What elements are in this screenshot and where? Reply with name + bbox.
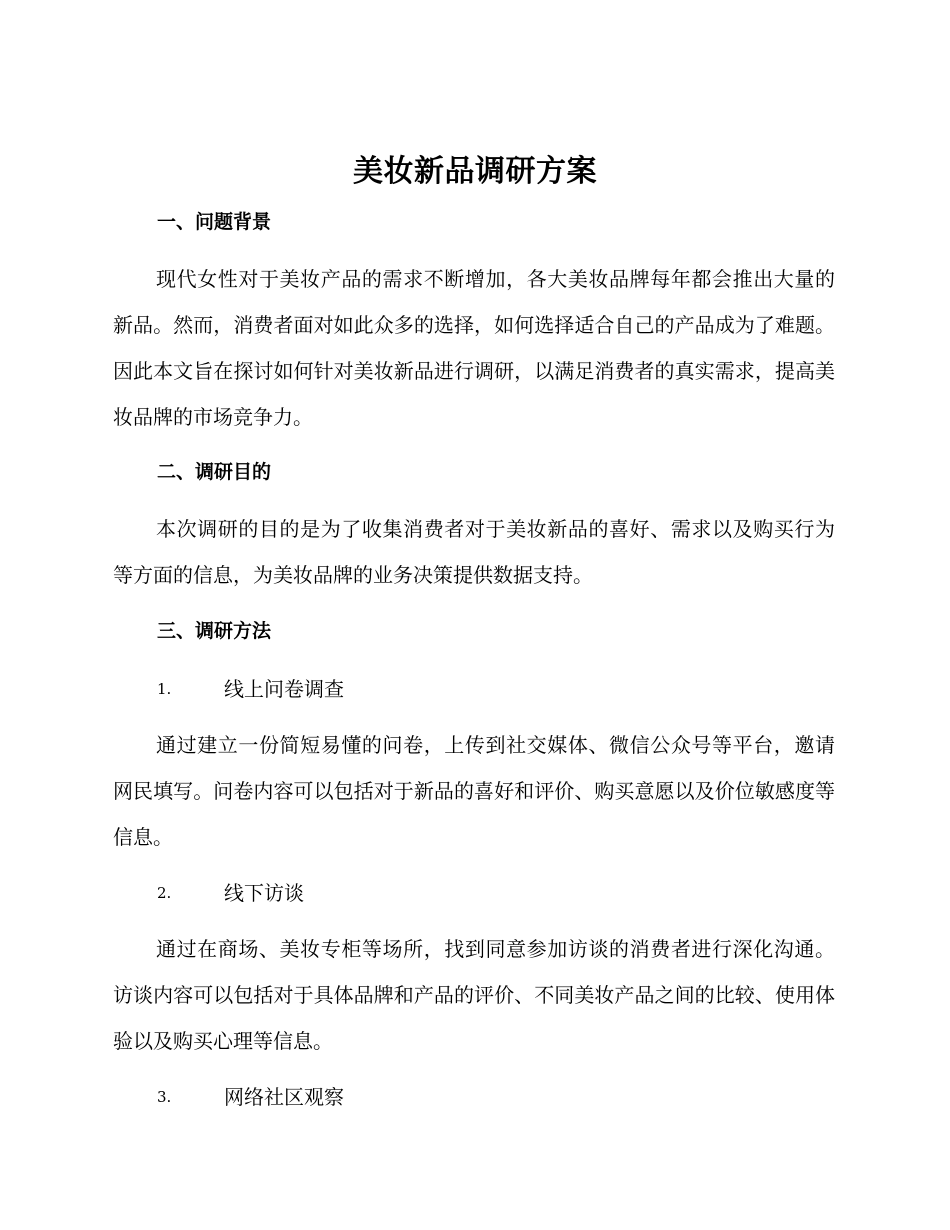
- list-item-number: 2.: [157, 884, 172, 902]
- list-item-label: 网络社区观察: [224, 1085, 344, 1109]
- list-item-number: 3.: [157, 1088, 172, 1106]
- section-heading-background: 一、问题背景: [157, 211, 272, 233]
- list-item-label: 线上问卷调查: [224, 677, 344, 701]
- list-item-paragraph-offline-interview: 通过在商场、美妆专柜等场所，找到同意参加访谈的消费者进行深化沟通。访谈内容可以包括对于具体品牌和产品的评价、不同美妆产品之间的比较、使用体验以及购买心理等信息。: [113, 937, 835, 1053]
- section-heading-purpose: 二、调研目的: [157, 461, 272, 483]
- list-item-label: 线下访谈: [224, 881, 304, 905]
- section-paragraph-background: 现代女性对于美妆产品的需求不断增加，各大美妆品牌每年都会推出大量的新品。然而，消费者面对如此众多的选择，如何选择适合自己的产品成为了难题。因此本文旨在探讨如何针对美妆新品进行调研，以满足消费者的真实需求，提高美妆品牌的市场竞争力。: [113, 267, 835, 429]
- section-heading-methods: 三、调研方法: [157, 620, 272, 642]
- section-paragraph-purpose: 本次调研的目的是为了收集消费者对于美妆新品的喜好、需求以及购买行为等方面的信息，为美妆品牌的业务决策提供数据支持。: [113, 517, 835, 587]
- list-item-paragraph-online-survey: 通过建立一份简短易懂的问卷，上传到社交媒体、微信公众号等平台，邀请网民填写。问卷内容可以包括对于新品的喜好和评价、购买意愿以及价位敏感度等信息。: [113, 733, 835, 849]
- list-item-number: 1.: [157, 680, 172, 698]
- document-title: 美妆新品调研方案: [353, 154, 597, 189]
